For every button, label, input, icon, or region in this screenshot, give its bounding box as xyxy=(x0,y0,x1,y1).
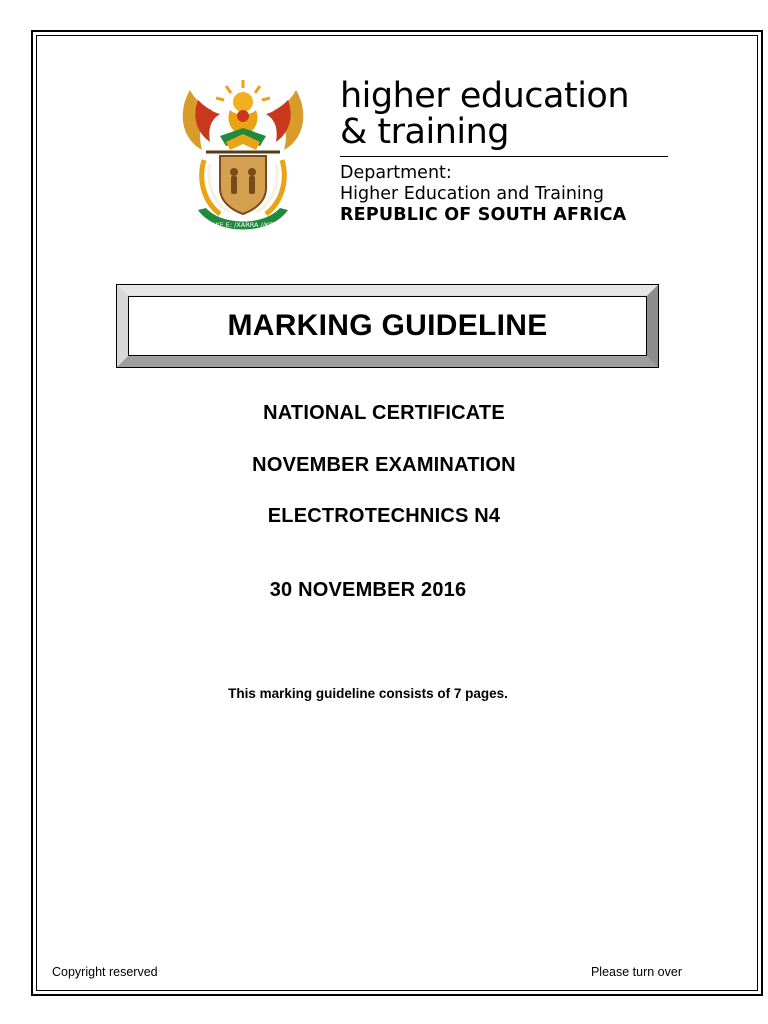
department-name: Higher Education and Training xyxy=(340,184,604,204)
brand-line-1: higher education xyxy=(340,76,630,116)
footer-turn-over: Please turn over xyxy=(590,965,682,979)
page-count-note: This marking guideline consists of 7 pages. xyxy=(228,686,508,701)
department-label: Department: xyxy=(340,163,452,183)
title-box xyxy=(116,284,659,368)
title-inner xyxy=(128,296,647,356)
page-title: MARKING GUIDELINE xyxy=(227,309,548,342)
footer-copyright: Copyright reserved xyxy=(52,965,158,979)
subject-heading: ELECTROTECHNICS N4 xyxy=(267,505,501,527)
sun-icon xyxy=(216,80,270,112)
brand-line-2: & training xyxy=(340,112,510,152)
svg-text:!KE E: /XARRA //KE: !KE E: /XARRA //KE xyxy=(212,221,274,229)
brand-block xyxy=(340,78,670,226)
coat-of-arms-logo xyxy=(176,80,310,236)
brand-divider xyxy=(340,156,668,157)
exam-date: 30 NOVEMBER 2016 xyxy=(269,579,467,601)
certificate-heading: NATIONAL CERTIFICATE xyxy=(263,402,505,424)
country-name: REPUBLIC OF SOUTH AFRICA xyxy=(340,205,627,225)
examination-heading: NOVEMBER EXAMINATION xyxy=(252,454,516,476)
